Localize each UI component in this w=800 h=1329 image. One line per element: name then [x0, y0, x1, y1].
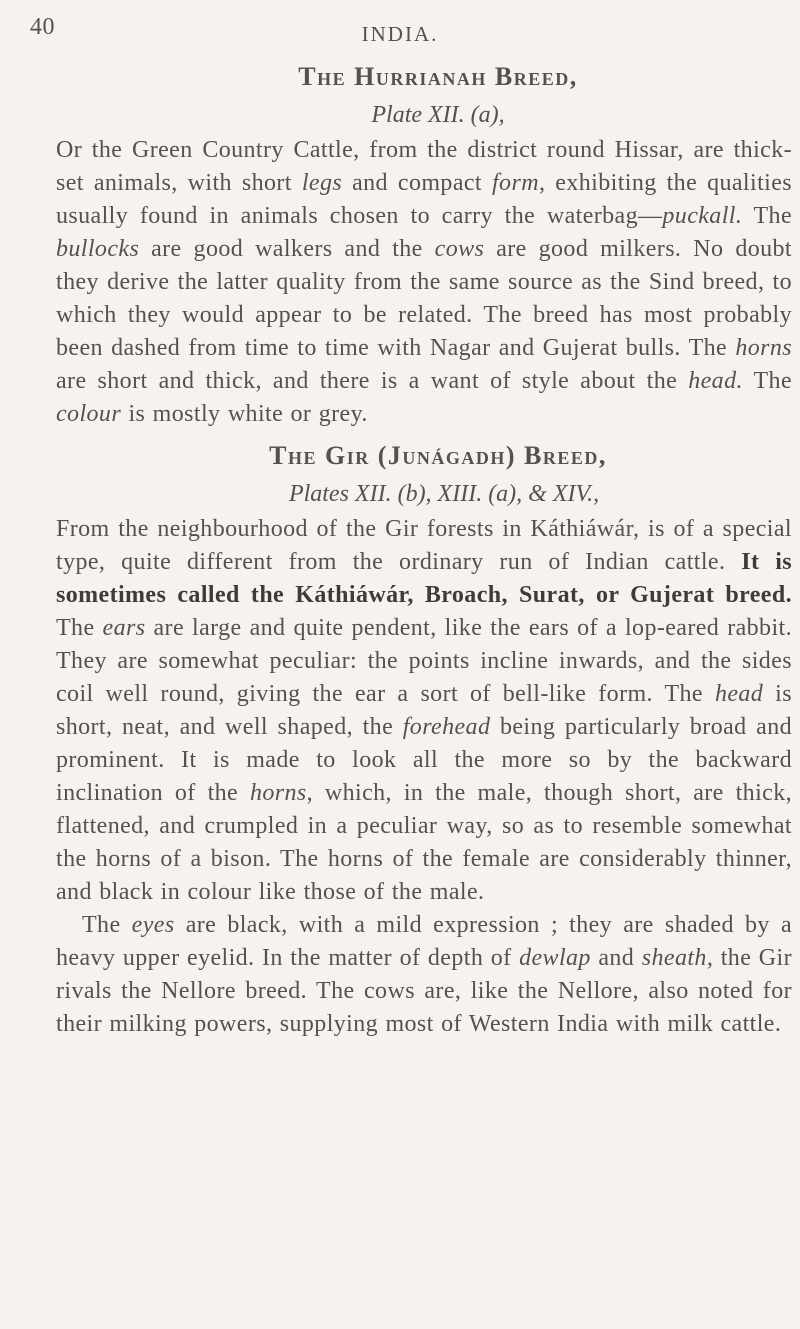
running-head: INDIA. — [361, 22, 439, 46]
text-run: From the neighbourhood of the Gir forests in Káthiáwár, is of a special type, quite different from the ordinary run of Indian cattle. — [56, 516, 792, 575]
text-run: , exhibiting the qualities usually found in animals chosen to carry the waterbag— — [56, 170, 792, 229]
italic-term-bullocks: bullocks — [56, 236, 140, 262]
text-run: being particularly broad and prominent. It is made to look all the more so by the backward inclination of the — [56, 714, 792, 806]
italic-term-form: form — [491, 170, 539, 196]
italic-term-colour: colour — [56, 401, 122, 427]
bold-sentence: It is sometimes called the Káthiáwár, Broach, Surat, or Gujerat breed. — [56, 549, 792, 608]
text-run: Or the Green Country Cattle, from the district round Hissar, are thick-set animals, with short — [56, 137, 792, 196]
paragraph-gir-1 — [56, 513, 792, 909]
italic-term-dewlap: dewlap — [519, 945, 591, 971]
italic-term-head: head. — [688, 368, 743, 394]
text-run: are black, with a mild expression ; they are shaded by a heavy upper eyelid. In the matter of depth of — [56, 912, 792, 971]
text-run: are good milkers. No doubt they derive the latter quality from the same source as the Sind breed, to which they would appear to be related. The breed has most probably been dashed from time to time with Nagar and Gujerat bulls. The — [56, 236, 792, 361]
italic-term-sheath: sheath — [641, 945, 707, 971]
text-run: are large and quite pendent, like the ears of a lop-eared rabbit. They are somewhat peculiar: the points incline inwards, and the sides coil well round, giving the ear a sort of bell-like form. The — [56, 615, 792, 707]
italic-term-forehead: forehead — [402, 714, 491, 740]
text-run: , the Gir rivals the Nellore breed. The cows are, like the Nellore, also noted for their milking powers, supplying most of Western India with milk cattle. — [56, 945, 792, 1037]
plate-reference-hurrianah: Plate XII. (a), — [371, 102, 505, 128]
text-run: is short, neat, and well shaped, the — [56, 681, 792, 740]
text-run: The — [56, 615, 103, 641]
text-run: is mostly white or grey. — [121, 401, 368, 427]
section-title-gir: The Gir (Junágadh) Breed, — [269, 441, 607, 470]
text-run: are good walkers and the — [139, 236, 435, 262]
section-title-hurrianah: The Hurrianah Breed, — [298, 62, 578, 91]
text-run: , which, in the male, though short, are thick, flattened, and crumpled in a peculiar way, so as to resemble somewhat the horns of a bison. The horns of the female are considerably thinner, and black in colour like those of the male. — [56, 780, 792, 905]
italic-term-puckall: puckall. — [662, 203, 743, 229]
paragraph-gir-2 — [56, 909, 792, 1041]
paragraph-hurrianah — [56, 134, 792, 431]
italic-term-horns: horns — [249, 780, 307, 806]
italic-term-eyes: eyes — [131, 912, 175, 938]
italic-term-ears: ears — [102, 615, 146, 641]
text-run: The — [82, 912, 132, 938]
text-run: and — [590, 945, 642, 971]
text-run: are short and thick, and there is a want of style about the — [56, 368, 689, 394]
italic-term-head: head — [714, 681, 764, 707]
italic-term-cows: cows — [434, 236, 485, 262]
italic-term-legs: legs — [301, 170, 343, 196]
text-run: The — [742, 203, 792, 229]
text-block — [56, 58, 792, 1041]
italic-term-horns: horns — [735, 335, 792, 361]
text-run: The — [742, 368, 792, 394]
text-run: and compact — [342, 170, 492, 196]
page-number: 40 — [30, 14, 55, 40]
plate-reference-gir: Plates XII. (b), XIII. (a), & XIV., — [288, 481, 600, 507]
